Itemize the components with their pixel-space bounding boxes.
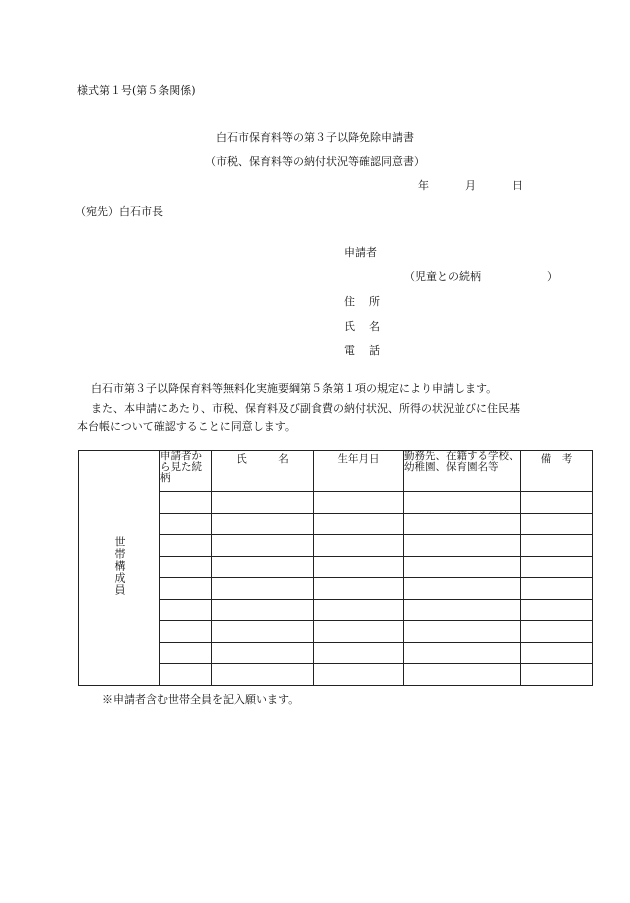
header-name: 氏 名 [212,451,314,492]
relation-cell[interactable] [160,556,212,578]
name-cell[interactable] [212,599,314,621]
remarks-cell[interactable] [521,642,593,664]
birthdate-cell[interactable] [314,556,404,578]
name-cell[interactable] [212,535,314,557]
date-day-label: 日 [512,179,523,192]
name-cell[interactable] [212,642,314,664]
household-members-table [78,450,593,686]
relation-cell[interactable] [160,642,212,664]
header-remarks: 備 考 [521,451,593,492]
remarks-cell[interactable] [521,664,593,686]
workplace-cell[interactable] [404,599,521,621]
document-subtitle: （市税、保育料等の納付状況等確認同意書） [205,155,425,168]
remarks-cell[interactable] [521,621,593,643]
birthdate-cell[interactable] [314,535,404,557]
name-label: 氏名 [344,320,394,333]
document-title: 白石市保育料等の第３子以降免除申請書 [216,131,414,144]
header-relation: 申請者から見た続柄 [160,451,212,492]
relation-cell[interactable] [160,513,212,535]
workplace-cell[interactable] [404,621,521,643]
name-cell[interactable] [212,492,314,514]
remarks-cell[interactable] [521,578,593,600]
workplace-cell[interactable] [404,578,521,600]
relation-cell[interactable] [160,599,212,621]
form-number: 様式第１号(第５条関係) [77,84,196,97]
date-year-label: 年 [418,179,429,192]
remarks-cell[interactable] [521,599,593,621]
remarks-cell[interactable] [521,492,593,514]
household-side-label [79,451,160,686]
date-month-label: 月 [465,179,476,192]
birthdate-cell[interactable] [314,578,404,600]
workplace-cell[interactable] [404,642,521,664]
table-header-row [79,451,593,492]
birthdate-cell[interactable] [314,642,404,664]
body-text-line-1: 白石市第３子以降保育料等無料化実施要綱第５条第１項の規定により申請します。 [91,382,498,395]
relation-cell[interactable] [160,535,212,557]
name-cell[interactable] [212,578,314,600]
workplace-cell[interactable] [404,492,521,514]
birthdate-cell[interactable] [314,492,404,514]
relationship-field: （児童との続柄 ） [404,270,558,283]
relation-cell[interactable] [160,664,212,686]
name-cell[interactable] [212,621,314,643]
address-label: 住所 [344,295,394,308]
applicant-label: 申請者 [344,246,377,259]
workplace-cell[interactable] [404,513,521,535]
workplace-cell[interactable] [404,664,521,686]
relation-cell[interactable] [160,578,212,600]
birthdate-cell[interactable] [314,621,404,643]
remarks-cell[interactable] [521,535,593,557]
name-cell[interactable] [212,664,314,686]
workplace-cell[interactable] [404,535,521,557]
addressee: （宛先）白石市長 [75,205,163,218]
footnote: ※申請者含む世帯全員を記入願います。 [102,693,300,706]
phone-label: 電話 [344,344,394,357]
birthdate-cell[interactable] [314,513,404,535]
name-cell[interactable] [212,556,314,578]
workplace-cell[interactable] [404,556,521,578]
name-cell[interactable] [212,513,314,535]
header-birthdate: 生年月日 [314,451,404,492]
birthdate-cell[interactable] [314,599,404,621]
birthdate-cell[interactable] [314,664,404,686]
relation-cell[interactable] [160,492,212,514]
household-side-label-text: 世帯構成員 [113,536,126,597]
header-workplace: 勤務先、在籍する学校、幼稚園、保育園名等 [404,451,521,492]
relation-cell[interactable] [160,621,212,643]
remarks-cell[interactable] [521,513,593,535]
body-text-line-3: 本台帳について確認することに同意します。 [77,420,296,433]
body-text-line-2: また、本申請にあたり、市税、保育料及び副食費の納付状況、所得の状況並びに住民基 [91,402,520,415]
remarks-cell[interactable] [521,556,593,578]
